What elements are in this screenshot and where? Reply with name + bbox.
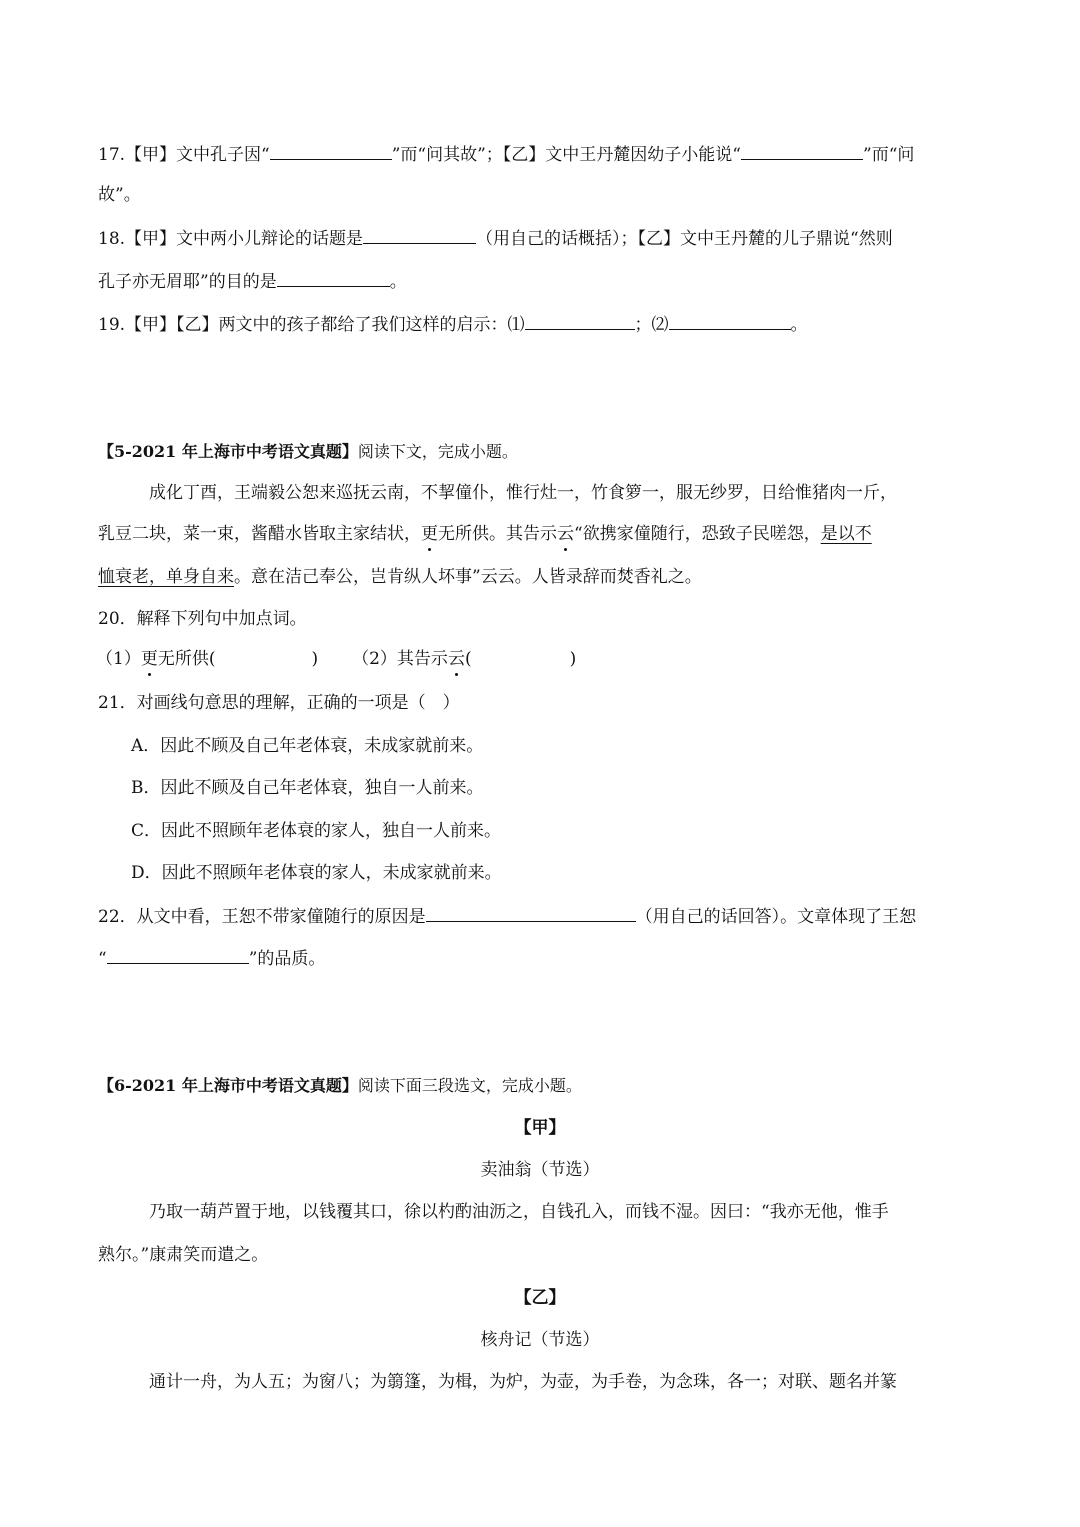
passage-yi-title: 核舟记（节选） bbox=[480, 1330, 600, 1350]
option-d[interactable] bbox=[131, 862, 502, 884]
q22-text-3: “ bbox=[98, 949, 107, 969]
q18-text-4: 。 bbox=[389, 272, 407, 292]
option-b-text: B．因此不顾及自己年老体衰，独自一人前来。 bbox=[131, 778, 484, 798]
answer-blank[interactable] bbox=[426, 905, 636, 922]
q20-paren-close: ) bbox=[311, 649, 319, 669]
option-d-text: D．因此不照顾年老体衰的家人，未成家就前来。 bbox=[131, 863, 502, 883]
q20-item-2-text: ( bbox=[464, 649, 472, 669]
answer-blank[interactable] bbox=[270, 143, 392, 160]
passage-line bbox=[98, 1244, 268, 1266]
question-17-cont bbox=[98, 184, 141, 206]
dotted-word: 云 bbox=[447, 649, 465, 669]
question-18 bbox=[98, 227, 893, 250]
q18-text-1: 18.【甲】文中两小儿辩论的话题是 bbox=[98, 229, 364, 249]
passage-text: “欲携家僮随行，恐致子民嗟怨， bbox=[574, 524, 821, 544]
question-22 bbox=[98, 905, 916, 928]
q22-text-4: ”的品质。 bbox=[248, 949, 326, 969]
q19-text-3: 。 bbox=[790, 315, 808, 335]
question-19 bbox=[98, 313, 808, 336]
q17-text-2: ”而“问其故”；【乙】文中王丹麓因幼子小能说“ bbox=[391, 145, 741, 165]
passage-text: 。意在洁己奉公，岂肯纵人坏事”云云。人皆录辞而焚香礼之。 bbox=[234, 567, 702, 587]
underlined-sentence: 恤衰老，单身自来 bbox=[98, 567, 234, 587]
question-22-cont bbox=[98, 947, 325, 970]
section-6-header bbox=[98, 1075, 582, 1097]
underlined-sentence: 是以不 bbox=[820, 524, 872, 544]
answer-blank[interactable] bbox=[525, 313, 635, 330]
q20-item-1: （1） bbox=[96, 649, 141, 669]
answer-blank[interactable] bbox=[363, 227, 476, 244]
question-21 bbox=[98, 692, 460, 714]
passage-text: 乳豆二块，菜一束，酱醋水皆取主家结状， bbox=[98, 524, 421, 544]
section-5-header bbox=[98, 441, 518, 463]
passage-jia-label: 【甲】 bbox=[514, 1118, 566, 1138]
section-6-intro: 阅读下面三段选文，完成小题。 bbox=[357, 1076, 582, 1095]
passage-yi-label: 【乙】 bbox=[514, 1288, 566, 1308]
answer-blank[interactable] bbox=[669, 313, 791, 330]
passage-text: 熟尔。”康肃笑而遣之。 bbox=[98, 1245, 269, 1265]
dotted-word: 云 bbox=[557, 524, 574, 544]
passage-line bbox=[98, 566, 702, 588]
option-c-text: C．因此不照顾年老体衰的家人，独自一人前来。 bbox=[131, 821, 502, 841]
q20-stem: 20．解释下列句中加点词。 bbox=[98, 609, 307, 629]
passage-text: 无所供。其告示 bbox=[438, 524, 557, 544]
q17-text-1: 17.【甲】文中孔子因“ bbox=[98, 145, 270, 165]
q21-stem: 21．对画线句意思的理解，正确的一项是（ ） bbox=[98, 693, 460, 713]
question-17 bbox=[98, 143, 914, 166]
passage-jia-title: 卖油翁（节选） bbox=[480, 1160, 600, 1180]
q19-text-2: ；⑵ bbox=[634, 315, 669, 335]
option-c[interactable] bbox=[131, 820, 501, 842]
passage-line bbox=[149, 482, 897, 504]
q20-item-1-text: 无所供( bbox=[157, 649, 216, 669]
passage-line bbox=[98, 523, 872, 545]
q17-text-4: 故”。 bbox=[98, 185, 141, 205]
dotted-word: 更 bbox=[421, 524, 438, 544]
passage-line bbox=[149, 1201, 889, 1223]
section-6-title: 【6-2021 年上海市中考语文真题】 bbox=[98, 1076, 358, 1095]
passage-line bbox=[149, 1371, 897, 1393]
option-a-text: A．因此不顾及自己年老体衰，未成家就前来。 bbox=[131, 736, 484, 756]
question-20-items bbox=[96, 648, 576, 670]
q20-paren-close: ) bbox=[569, 649, 577, 669]
question-18-cont bbox=[98, 270, 407, 293]
question-20 bbox=[98, 608, 307, 630]
q22-text-2: （用自己的话回答）。文章体现了王恕 bbox=[635, 907, 917, 927]
section-5-intro: 阅读下文，完成小题。 bbox=[357, 442, 518, 461]
passage-text: 乃取一葫芦置于地，以钱覆其口，徐以杓酌油沥之，自钱孔入，而钱不湿。因曰：“我亦无他，惟手 bbox=[149, 1202, 889, 1222]
answer-blank[interactable] bbox=[277, 270, 390, 287]
option-b[interactable] bbox=[131, 777, 484, 799]
answer-blank[interactable] bbox=[107, 947, 249, 964]
dotted-word: 更 bbox=[140, 649, 158, 669]
passage-text: 成化丁酉，王端毅公恕来巡抚云南，不挈僮仆，惟行灶一，竹食箩一，服无纱罗，日给惟猪肉一斤， bbox=[149, 483, 897, 503]
q20-item-2: （2）其告示 bbox=[352, 649, 448, 669]
passage-text: 通计一舟，为人五；为窗八；为篛篷，为楫，为炉，为壶，为手卷，为念珠，各一；对联、题名并篆 bbox=[149, 1372, 897, 1392]
q22-text-1: 22．从文中看，王恕不带家僮随行的原因是 bbox=[98, 907, 426, 927]
option-a[interactable] bbox=[131, 735, 483, 757]
section-5-title: 【5-2021 年上海市中考语文真题】 bbox=[98, 442, 358, 461]
q19-text-1: 19.【甲】【乙】两文中的孩子都给了我们这样的启示：⑴ bbox=[98, 315, 525, 335]
q18-text-2: （用自己的话概括）；【乙】文中王丹麓的儿子鼎说“然则 bbox=[476, 229, 893, 249]
q17-text-3: ”而“问 bbox=[863, 145, 915, 165]
answer-blank[interactable] bbox=[741, 143, 863, 160]
q18-text-3: 孔子亦无眉耶”的目的是 bbox=[98, 272, 277, 292]
